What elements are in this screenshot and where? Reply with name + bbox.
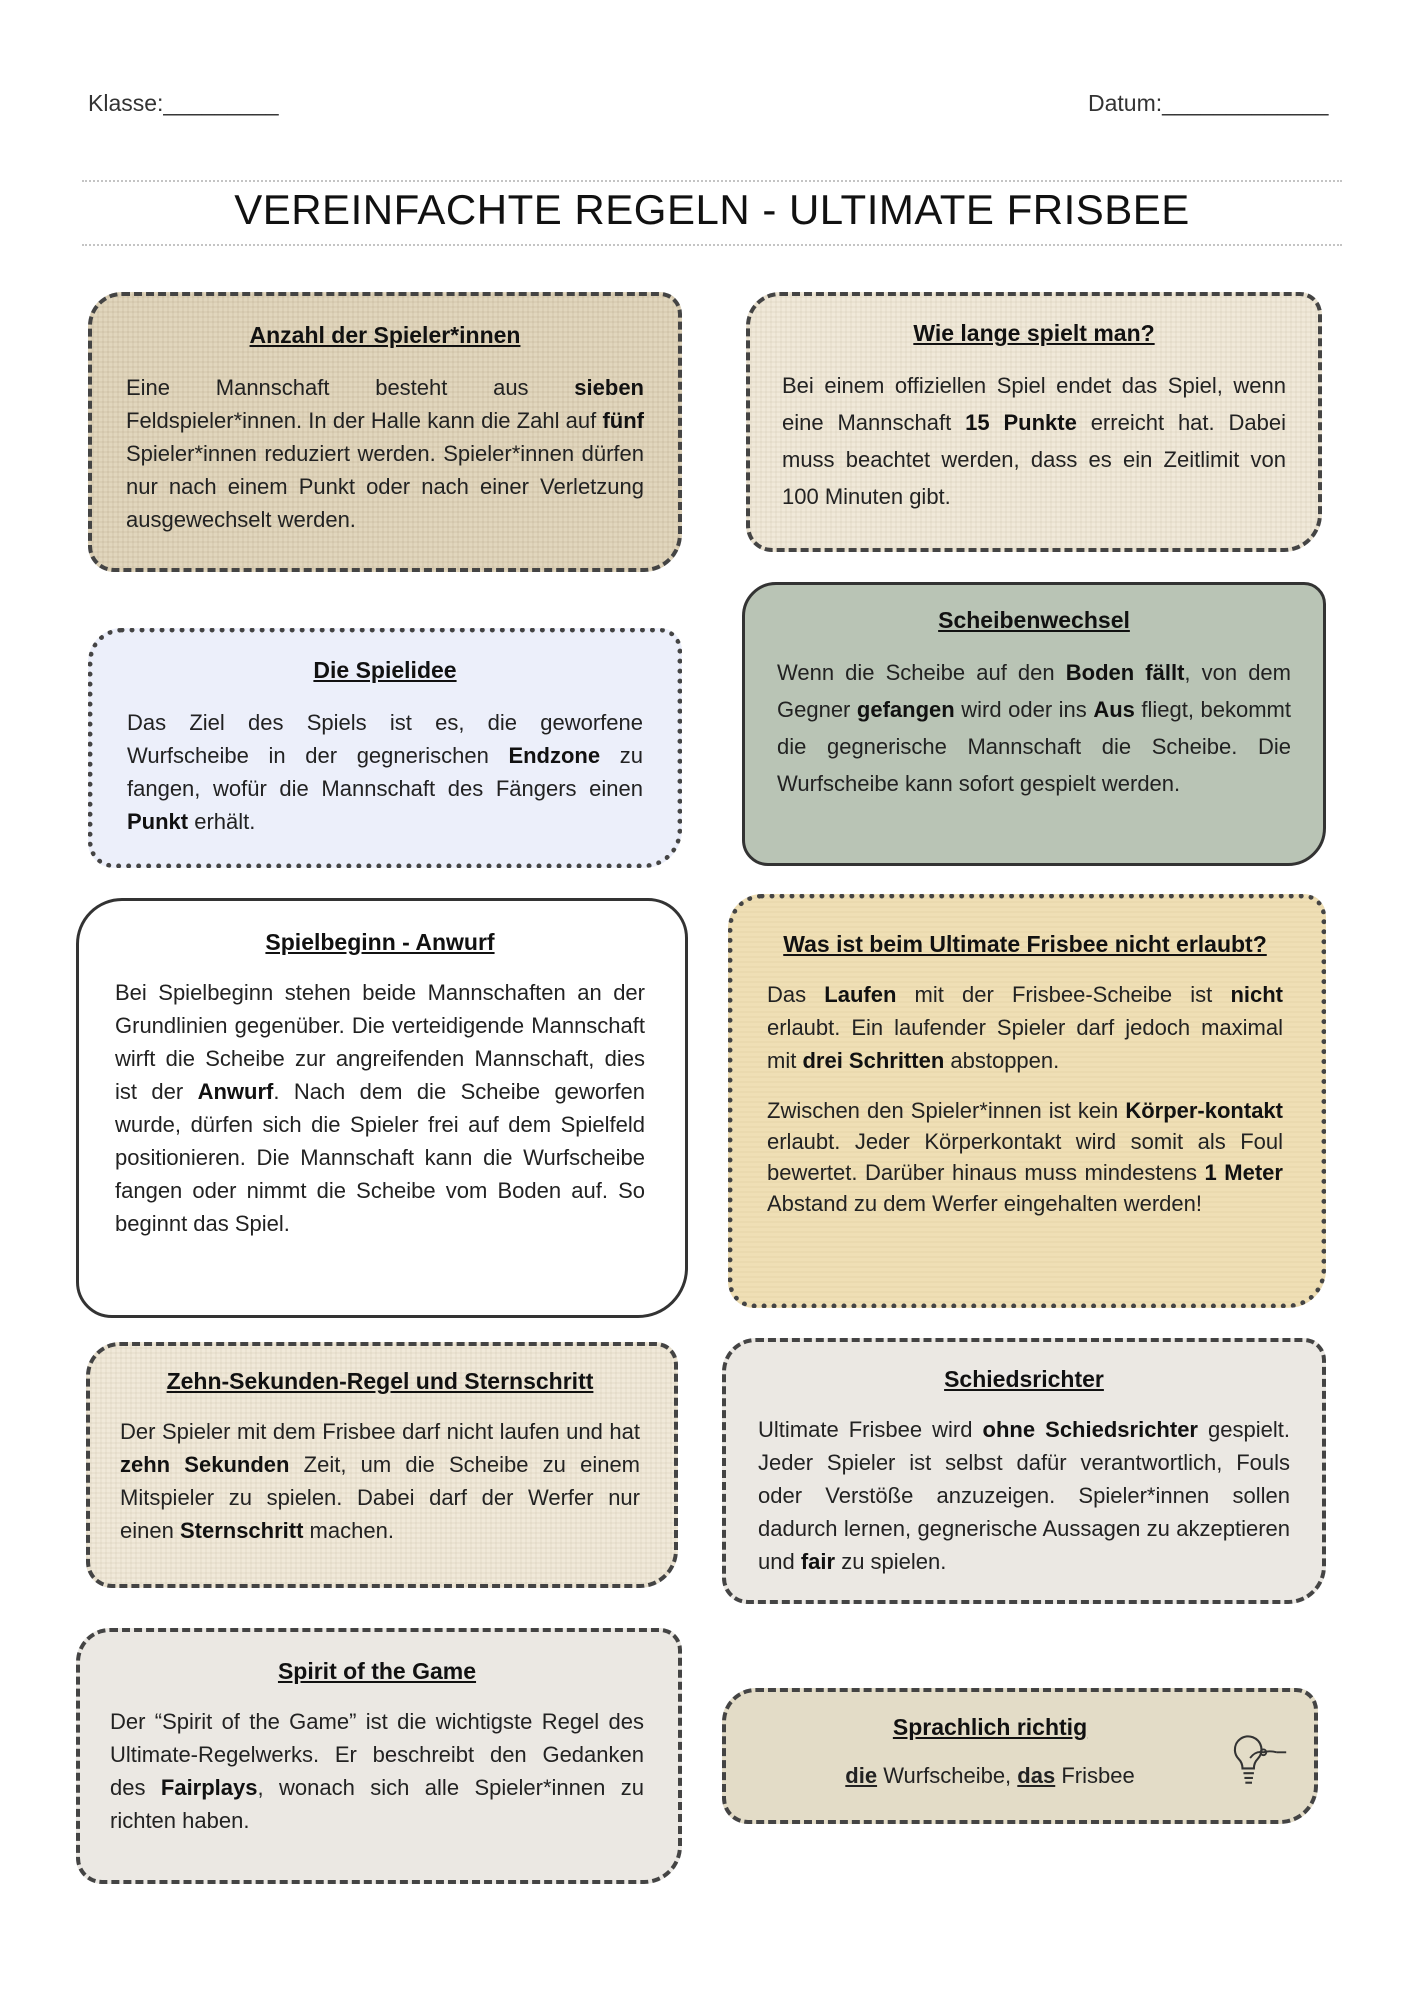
card-tensec-title: Zehn-Sekunden-Regel und Sternschritt — [166, 1368, 594, 1394]
card-change — [742, 582, 1326, 866]
card-spirit-text: Der “Spirit of the Game” ist die wichtigste Regel des Ultimate-Regelwerks. Er beschreibt den Gedanken des Fairplays, wonach sich alle Spieler*innen zu richten haben. — [110, 1709, 644, 1833]
card-spirit — [76, 1628, 682, 1884]
title-rule-bottom — [82, 244, 1342, 246]
card-spirit-title: Spirit of the Game — [277, 1658, 477, 1684]
card-players — [88, 292, 682, 572]
card-tensec-text: Der Spieler mit dem Frisbee darf nicht laufen und hat zehn Sekunden Zeit, um die Scheibe zu einem Mitspieler zu spielen. Dabei darf der Werfer nur einen Sternschritt machen. — [120, 1419, 641, 1543]
card-change-text: Wenn die Scheibe auf den Boden fällt, von dem Gegner gefangen wird oder ins Aus fliegt, bekommt die gegnerische Mannschaft die Scheibe. Die Wurfscheibe kann sofort gespielt werden. — [777, 660, 1291, 796]
card-language-text: die Wurfscheibe, das Frisbee — [845, 1763, 1135, 1788]
card-language-title: Sprachlich richtig — [892, 1714, 1088, 1740]
card-players-title: Anzahl der Spieler*innen — [249, 322, 521, 348]
date-label: Datum:_____________ — [1088, 90, 1329, 116]
card-start-text: Bei Spielbeginn stehen beide Mannschaften an der Grundlinien gegenüber. Die verteidigende Mannschaft wirft die Scheibe zur angreifenden Mannschaft, dies ist der Anwurf. Nach dem die Scheibe geworfen wurde, dürfen sich die Spieler frei auf dem Spielfeld positionieren. Die Mannschaft kann die Wurfscheibe fangen oder nimmt die Scheibe vom Boden auf. So beginnt das Spiel. — [115, 980, 645, 1236]
title-rule-top — [82, 180, 1342, 182]
card-language — [722, 1688, 1318, 1824]
card-referee-title: Schiedsrichter — [944, 1366, 1104, 1392]
card-idea — [88, 628, 682, 868]
card-referee-text: Ultimate Frisbee wird ohne Schiedsrichter gespielt. Jeder Spieler ist selbst dafür verantwortlich, Fouls oder Verstöße anzuzeigen. Spieler*innen sollen dadurch lernen, gegnerische Aussagen zu akzeptieren und fair zu spielen. — [758, 1417, 1290, 1574]
card-idea-text: Das Ziel des Spiels ist es, die geworfene Wurfscheibe in der gegnerischen Endzone zu fangen, wofür die Mannschaft des Fängers einen Punkt erhält. — [127, 710, 643, 834]
page-title: VEREINFACHTE REGELN - ULTIMATE FRISBEE — [234, 186, 1190, 233]
card-forbidden-title: Was ist beim Ultimate Frisbee nicht erlaubt? — [783, 931, 1267, 957]
lightbulb-icon — [1214, 1720, 1290, 1796]
card-duration-text: Bei einem offiziellen Spiel endet das Spiel, wenn eine Mannschaft 15 Punkte erreicht hat. Dabei muss beachtet werden, dass es ein Zeitlimit von 100 Minuten gibt. — [782, 373, 1287, 509]
card-tensec — [86, 1342, 678, 1588]
card-forbidden — [728, 894, 1326, 1308]
card-start — [76, 898, 688, 1318]
card-forbidden-text-2: Zwischen den Spieler*innen ist kein Körper-kontakt erlaubt. Jeder Körperkontakt wird somit als Foul bewertet. Darüber hinaus muss mindestens 1 Meter Abstand zu dem Werfer eingehalten werden! — [767, 1098, 1283, 1216]
class-label: Klasse:_________ — [88, 90, 279, 116]
card-duration-title: Wie lange spielt man? — [913, 320, 1155, 346]
card-change-title: Scheibenwechsel — [938, 607, 1130, 633]
card-players-text: Eine Mannschaft besteht aus sieben Feldspieler*innen. In der Halle kann die Zahl auf fünf Spieler*innen reduziert werden. Spieler*innen dürfen nur nach einem Punkt oder nach einer Verletzung ausgewechselt werden. — [126, 375, 644, 532]
card-duration — [746, 292, 1322, 552]
card-start-title: Spielbeginn - Anwurf — [265, 929, 495, 955]
card-forbidden-text-1: Das Laufen mit der Frisbee-Scheibe ist nicht erlaubt. Ein laufender Spieler darf jedoch maximal mit drei Schritten abstoppen. — [767, 982, 1283, 1073]
card-idea-title: Die Spielidee — [313, 657, 457, 683]
card-referee — [722, 1338, 1326, 1604]
